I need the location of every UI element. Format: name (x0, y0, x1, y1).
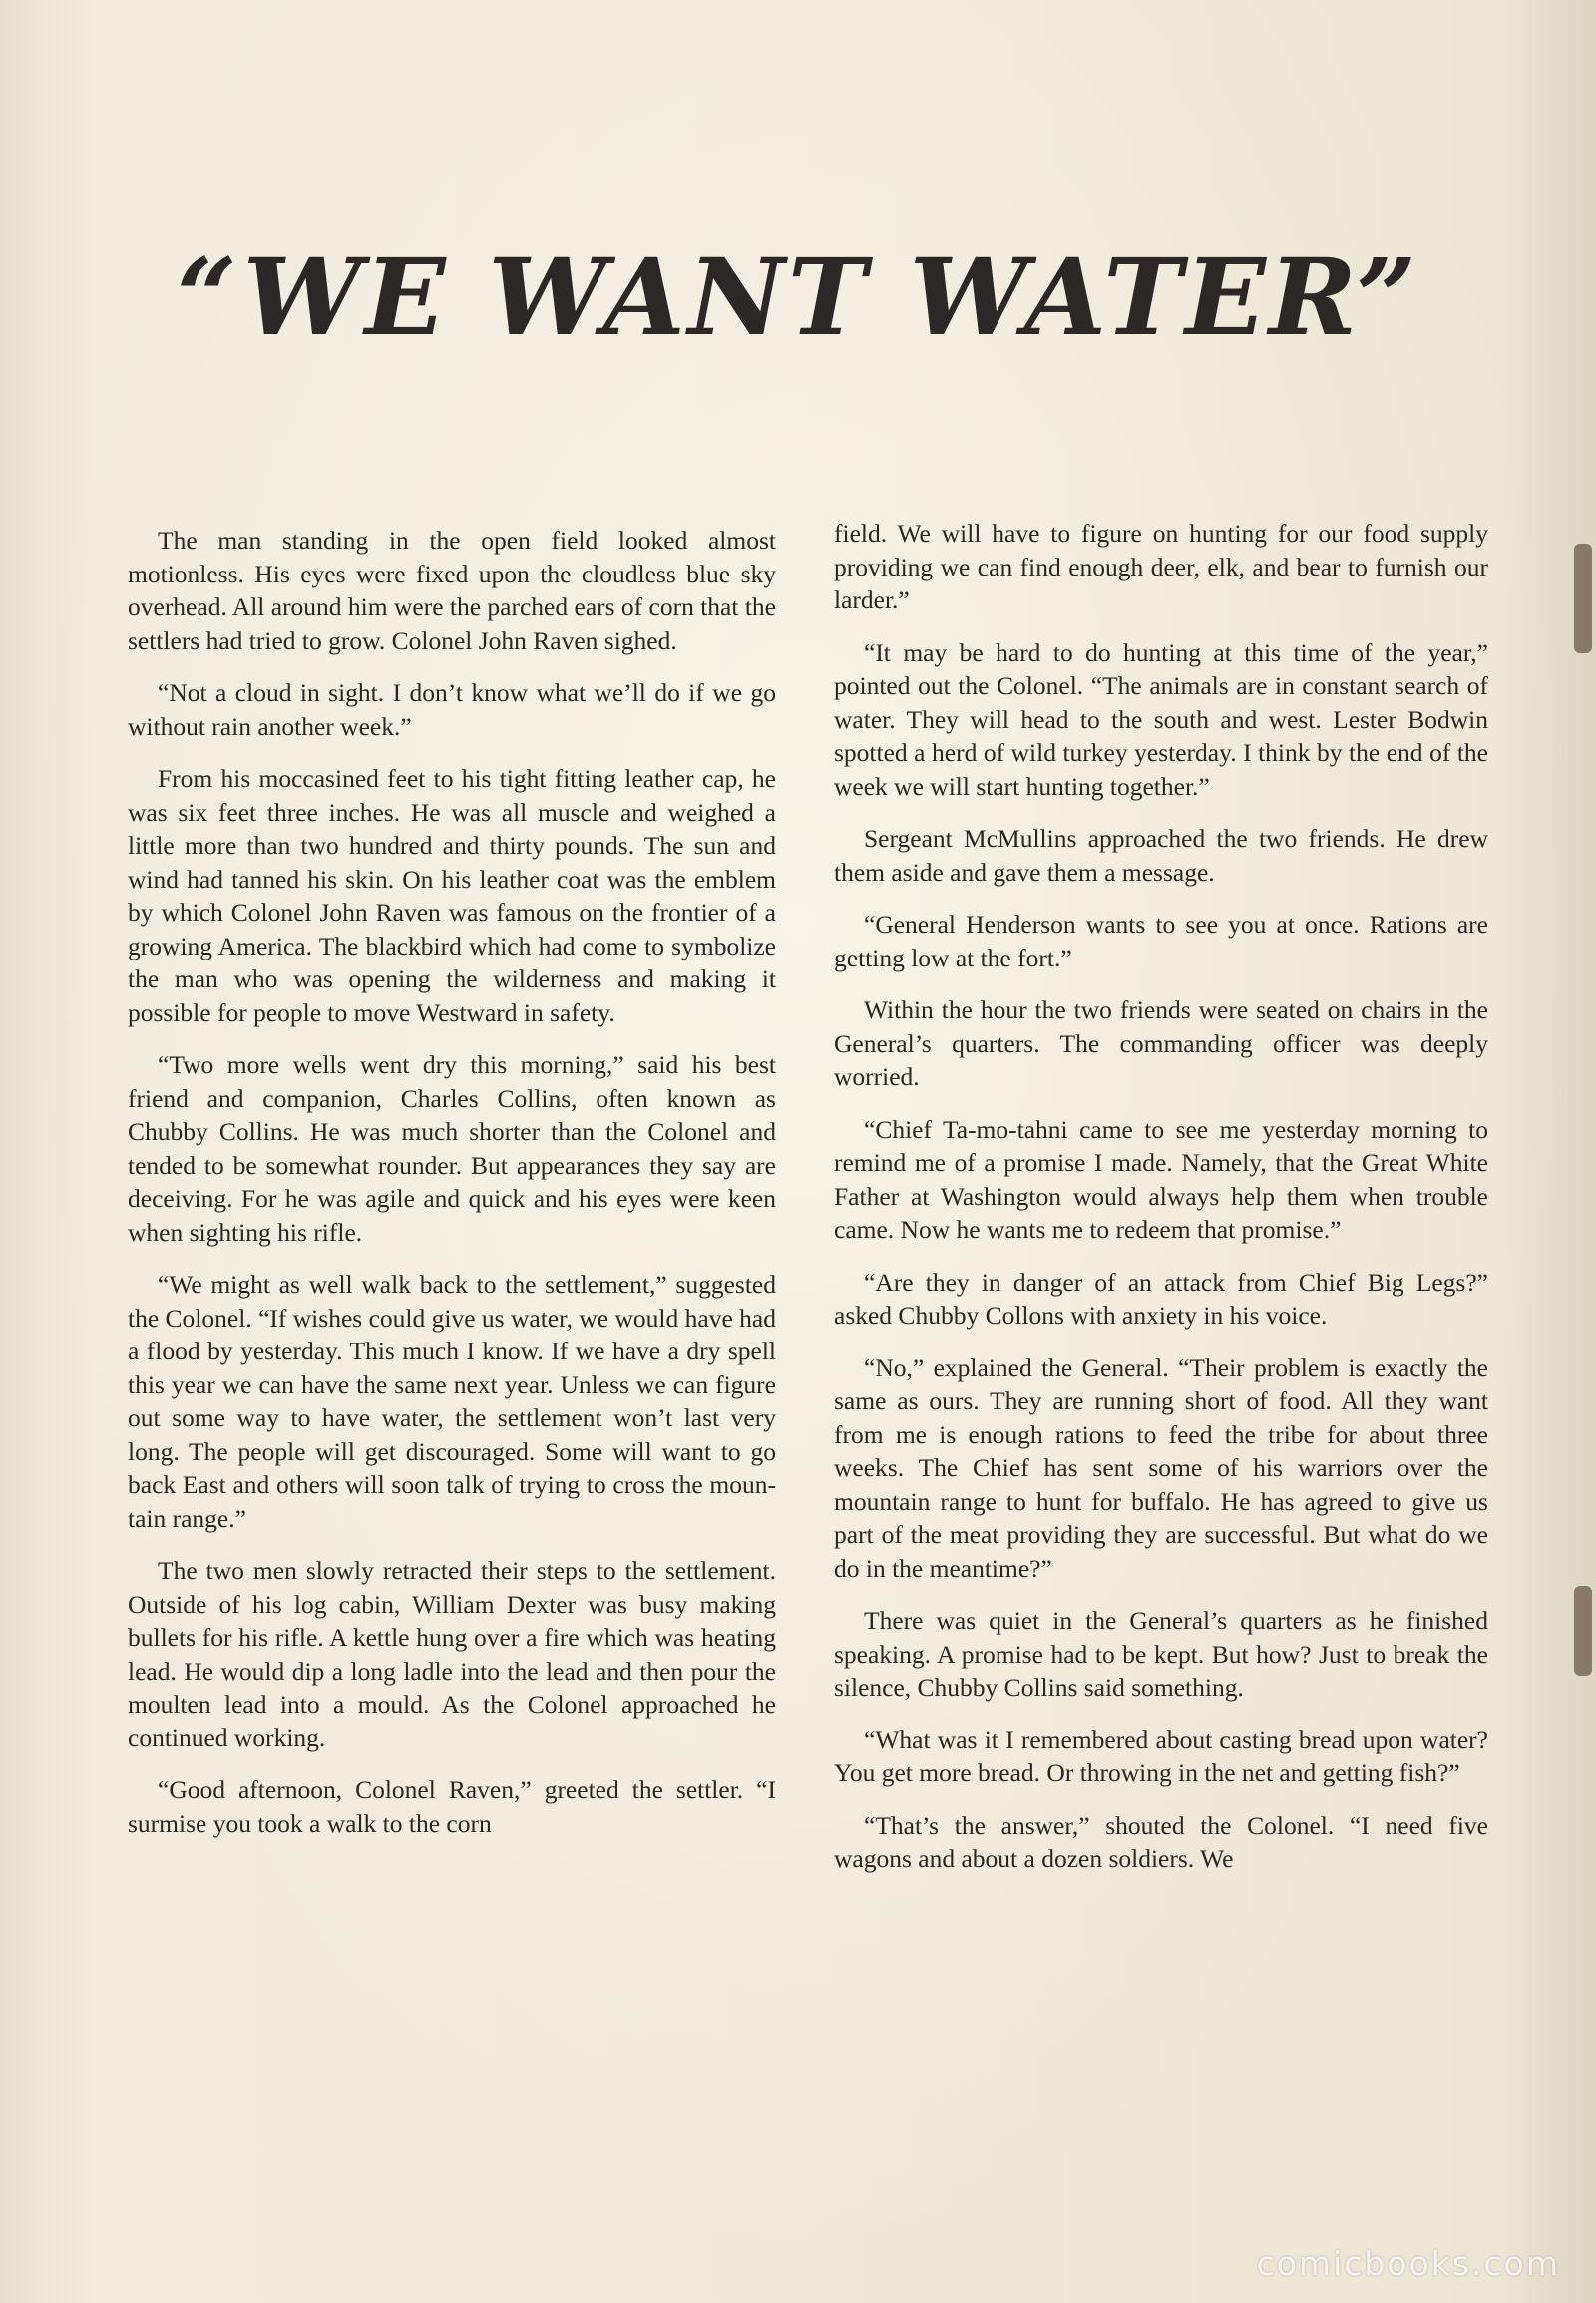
paragraph: The man standing in the open field looked almost motionless. His eyes were fixed upon the cloudless blue sky overhead. All around him were the parched ears of corn that the settlers had tried to grow. Colonel John Raven sighed. (128, 526, 776, 655)
paragraph: Sergeant McMullins approached the two friends. He drew them aside and gave them a message. (834, 824, 1488, 887)
story-title: “WE WANT WATER” (176, 234, 1420, 359)
paragraph: The two men slowly retracted their steps to the settlement. Outside of his log cabin, William Dexter was busy making bullets for his rifle. A kettle hung over a fire which was heating lead. He would dip a long ladle into the lead and then pour the moulten lead into a mould. As the Colonel approached he continued working. (128, 1556, 776, 1752)
paragraph: “Two more wells went dry this morning,” said his best friend and companion, Charles Collins, often known as Chubby Collins. He was much shorter than the Colonel and tended to be somewhat rounder. But appearances they say are deceiving. For he was agile and quick and his eyes were keen when sighting his rifle. (128, 1050, 776, 1247)
paragraph: There was quiet in the General’s quarters as he finished speaking. A promise had to be kept. But how? Just to break the silence, Chubby Collins said something. (834, 1606, 1488, 1702)
paragraph: field. We will have to figure on hunting for our food supply providing we can find enough deer, elk, and bear to furnish our larder.” (834, 519, 1488, 614)
paragraph: “General Henderson wants to see you at once. Rations are getting low at the fort.” (834, 910, 1488, 972)
paragraph: “What was it I remembered about casting bread upon water? You get more bread. Or throwing in the net and getting fish?” (834, 1725, 1488, 1787)
paragraph: “Chief Ta-mo-tahni came to see me yesterday morning to remind me of a promise I made. Namely, that the Great White Father at Washington would always help them when trouble came. Now he wants me to redeem that promise.” (834, 1114, 1488, 1244)
binding-staple-mark (1574, 1586, 1592, 1676)
paragraph: Within the hour the two friends were seated on chairs in the General’s quarters. The commanding officer was deeply worried. (834, 995, 1488, 1091)
paragraph: “It may be hard to do hunting at this time of the year,” pointed out the Colonel. “The animals are in constant search of water. They will head to the south and west. Lester Bodwin spotted a herd of wild turkey yesterday. I think by the end of the week we will start hunting together.” (834, 637, 1488, 801)
paragraph: From his moccasined feet to his tight fitting leather cap, he was six feet three inches. He was all muscle and weighed a little more than two hundred and thirty pounds. The sun and wind had tanned his skin. On his leather coat was the emblem by which Colonel John Raven was famous on the frontier of a growing America. The blackbird which had come to symbolize the man who was opening the wilderness and making it possible for people to move Westward in safety. (128, 764, 776, 1027)
paragraph: “No,” explained the General. “Their problem is exactly the same as ours. They are running short of food. All they want from me is enough rations to feed the tribe for about three weeks. The Chief has sent some of his warriors over the mountain range to hunt for buffalo. He has agreed to give us part of the meat providing they are successful. But what do we do in the meantime?” (834, 1352, 1488, 1583)
paragraph: “Good afternoon, Colonel Raven,” greeted the settler. “I surmise you took a walk to the corn (128, 1775, 776, 1838)
paragraph: “We might as well walk back to the settlement,” suggested the Colonel. “If wishes could give us water, we would have had a flood by yesterday. This much I know. If we have a dry spell this year we can have the same next year. Unless we can figure out some way to have water, the settlement won’t last very long. The people will get discouraged. Some will want to go back East and others will soon talk of trying to cross the mountain range.” (128, 1270, 776, 1533)
watermark: comicbooks.com (1256, 2244, 1560, 2283)
binding-staple-mark (1574, 544, 1592, 653)
paragraph: “Not a cloud in sight. I don’t know what we’ll do if we go without rain another week.” (128, 678, 776, 741)
left-column (128, 524, 776, 1859)
paragraph: “Are they in danger of an attack from Chief Big Legs?” asked Chubby Collons with anxiety in his voice. (834, 1267, 1488, 1330)
paragraph: “That’s the answer,” shouted the Colonel. “I need five wagons and about a dozen soldiers. We (834, 1810, 1488, 1873)
right-column (834, 517, 1488, 1895)
